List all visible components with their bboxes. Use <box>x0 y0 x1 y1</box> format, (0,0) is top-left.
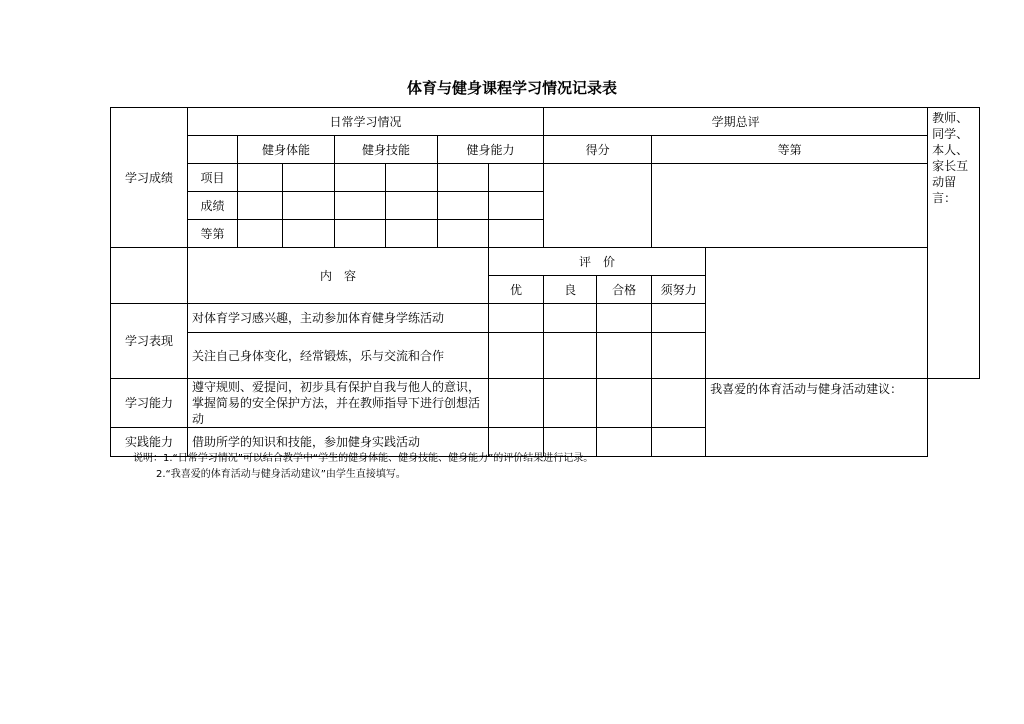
performance-row-2: 关注自己身体变化，经常锻炼，乐与交流和合作 <box>188 333 489 379</box>
interaction-message-cell: 教师、同学、本人、家长互动留言： <box>928 108 980 379</box>
learning-ability-header: 学习能力 <box>111 379 188 428</box>
eval-cell <box>544 333 597 379</box>
eval-cell <box>597 304 652 333</box>
entry-cell <box>335 220 386 248</box>
eval-cell <box>597 333 652 379</box>
study-results-header: 学习成绩 <box>111 108 188 248</box>
eval-cell <box>544 304 597 333</box>
note-line-1: 说明：1.“日常学习情况”可以结合教学中“学生的健身体能、健身技能、健身能力”的评价结果进行记录。 <box>133 453 594 464</box>
learning-ability-text: 遵守规则、爱提问，初步具有保护自我与他人的意识，掌握简易的安全保护方法，并在教师指导下进行创想活动 <box>188 379 489 428</box>
eval-cell <box>652 428 706 457</box>
entry-cell <box>489 192 544 220</box>
page-title: 体育与健身课程学习情况记录表 <box>406 79 617 97</box>
record-table <box>110 107 980 457</box>
daily-study-header: 日常学习情况 <box>188 108 544 136</box>
eval-cell <box>597 379 652 428</box>
eval-cell <box>489 379 544 428</box>
grade-entry-cell <box>652 164 928 248</box>
entry-cell <box>489 220 544 248</box>
eval-cell <box>652 333 706 379</box>
entry-cell <box>386 192 438 220</box>
term-review-header: 学期总评 <box>544 108 928 136</box>
content-header: 内 容 <box>188 248 489 304</box>
entry-cell <box>335 164 386 192</box>
eval-cell <box>489 333 544 379</box>
note-line-2: 2.“我喜爱的体育活动与健身活动建议”由学生直接填写。 <box>156 469 406 480</box>
entry-cell <box>238 192 283 220</box>
practice-ability-text: 借助所学的知识和技能，参加健身实践活动 <box>188 428 489 457</box>
entry-cell <box>283 192 335 220</box>
score-header: 得分 <box>544 136 652 164</box>
item-label: 项目 <box>188 164 238 192</box>
result-label: 成绩 <box>188 192 238 220</box>
practice-ability-header: 实践能力 <box>111 428 188 457</box>
favorite-activity-cell: 我喜爱的体育活动与健身活动建议： <box>706 379 928 457</box>
notes <box>133 451 593 483</box>
needs-effort-header: 须努力 <box>652 276 706 304</box>
eval-cell <box>652 304 706 333</box>
blank-cell <box>188 136 238 164</box>
eval-cell <box>489 304 544 333</box>
entry-cell <box>283 220 335 248</box>
fitness-physique-header: 健身体能 <box>238 136 335 164</box>
pass-header: 合格 <box>597 276 652 304</box>
score-entry-cell <box>544 164 652 248</box>
grade-header: 等第 <box>652 136 928 164</box>
excellent-header: 优 <box>489 276 544 304</box>
entry-cell <box>438 164 489 192</box>
entry-cell <box>283 164 335 192</box>
entry-cell <box>335 192 386 220</box>
entry-cell <box>238 220 283 248</box>
entry-cell <box>438 220 489 248</box>
good-header: 良 <box>544 276 597 304</box>
blank-cell <box>111 248 188 304</box>
eval-cell <box>652 379 706 428</box>
grade-row-label: 等第 <box>188 220 238 248</box>
performance-header: 学习表现 <box>111 304 188 379</box>
performance-row-1: 对体育学习感兴趣，主动参加体育健身学练活动 <box>188 304 489 333</box>
entry-cell <box>238 164 283 192</box>
fitness-ability-header: 健身能力 <box>438 136 544 164</box>
entry-cell <box>438 192 489 220</box>
eval-cell <box>544 379 597 428</box>
fitness-skill-header: 健身技能 <box>335 136 438 164</box>
entry-cell <box>386 220 438 248</box>
evaluation-header: 评 价 <box>489 248 706 276</box>
eval-cell <box>597 428 652 457</box>
entry-cell <box>386 164 438 192</box>
entry-cell <box>489 164 544 192</box>
